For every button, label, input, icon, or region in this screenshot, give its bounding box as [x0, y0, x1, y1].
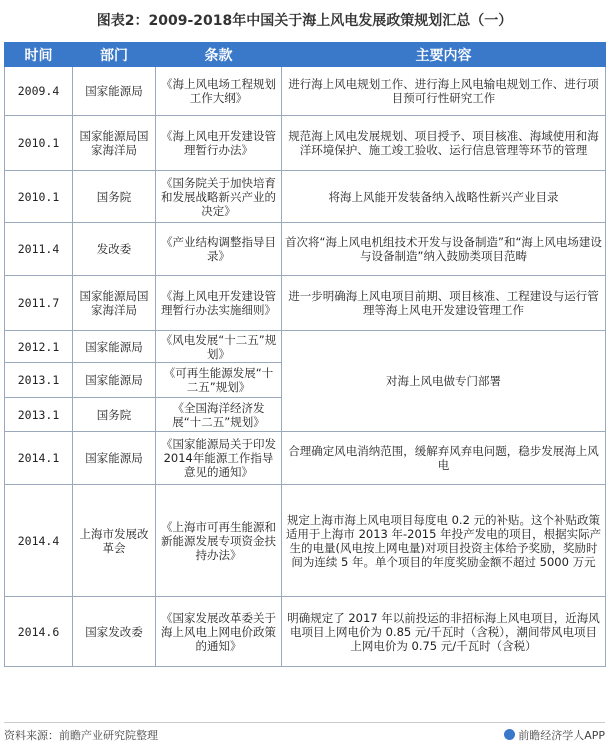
page-title: 图表2：2009-2018年中国关于海上风电发展政策规划汇总（一） — [96, 13, 513, 29]
row-policy: 《上海市可再生能源和新能源发展专项资金扶持办法》 — [156, 485, 282, 597]
brand-name: 前瞻经济学人APP — [518, 729, 605, 742]
policy-table — [4, 42, 606, 667]
row-department: 上海市发展改革会 — [73, 485, 156, 597]
source-note: 资料来源：前瞻产业研究院整理 — [4, 729, 158, 742]
row-policy: 《风电发展“十二五”规划》 — [156, 331, 282, 363]
row-content: 进一步明确海上风电项目前期、项目核准、工程建设与运行管理等海上风电开发建设管理工作 — [282, 276, 606, 331]
row-policy: 《海上风电开发建设管理暂行办法》 — [156, 116, 282, 171]
row-policy: 《海上风电开发建设管理暂行办法实施细则》 — [156, 276, 282, 331]
table-row — [5, 485, 606, 597]
row-content: 规定上海市海上风电项目每度电 0.2 元的补贴。这个补贴政策适用于上海市 2013 年-2015 年投产发电的项目，根据实际产生的电量(风电按上网电量)对项目投资主体给予奖励，奖励时间为连续 5 年。单个项目的年度奖励金额不超过 5000 万元 — [282, 485, 606, 597]
footer — [4, 722, 605, 741]
table-row — [5, 223, 606, 276]
row-date: 2011.7 — [5, 276, 73, 331]
row-policy: 《国家发展改革委关于海上风电上网电价政策的通知》 — [156, 597, 282, 667]
row-date: 2011.4 — [5, 223, 73, 276]
table-row — [5, 331, 606, 363]
row-date: 2013.1 — [5, 398, 73, 432]
table-row — [5, 67, 606, 116]
table-row — [5, 276, 606, 331]
row-department: 国务院 — [73, 171, 156, 223]
row-content-merged: 对海上风电做专门部署 — [282, 331, 606, 432]
table-row — [5, 171, 606, 223]
row-content: 将海上风能开发装备纳入战略性新兴产业目录 — [282, 171, 606, 223]
table-row — [5, 116, 606, 171]
row-department: 国务院 — [73, 398, 156, 432]
header-content: 主要内容 — [282, 43, 606, 67]
row-date: 2012.1 — [5, 331, 73, 363]
header-date: 时间 — [5, 43, 73, 67]
table-row — [5, 432, 606, 485]
table-header-row — [5, 43, 606, 67]
row-date: 2010.1 — [5, 171, 73, 223]
row-policy: 《海上风电场工程规划工作大纲》 — [156, 67, 282, 116]
row-date: 2013.1 — [5, 363, 73, 398]
row-department: 国家能源局 — [73, 363, 156, 398]
row-content: 进行海上风电规划工作、进行海上风电输电规划工作、进行项目预可行性研究工作 — [282, 67, 606, 116]
row-policy: 《国家能源局关于印发2014年能源工作指导意见的通知》 — [156, 432, 282, 485]
row-policy: 《可再生能源发展“十二五”规划》 — [156, 363, 282, 398]
table-row — [5, 597, 606, 667]
row-department: 国家能源局 — [73, 331, 156, 363]
row-date: 2014.1 — [5, 432, 73, 485]
row-date: 2009.4 — [5, 67, 73, 116]
row-policy: 《国务院关于加快培育和发展战略新兴产业的决定》 — [156, 171, 282, 223]
row-date: 2014.6 — [5, 597, 73, 667]
row-content: 规范海上风电发展规划、项目授予、项目核准、海域使用和海洋环境保护、施工竣工验收、运行信息管理等环节的管理 — [282, 116, 606, 171]
row-department: 国家发改委 — [73, 597, 156, 667]
row-department: 国家能源局国家海洋局 — [73, 276, 156, 331]
row-date: 2014.4 — [5, 485, 73, 597]
brand-logo-icon — [504, 729, 515, 740]
row-content: 合理确定风电消纳范围，缓解弃风弃电问题，稳步发展海上风电 — [282, 432, 606, 485]
row-department: 发改委 — [73, 223, 156, 276]
row-policy: 《产业结构调整指导目录》 — [156, 223, 282, 276]
row-policy: 《全国海洋经济发展“十二五”规划》 — [156, 398, 282, 432]
brand-credit — [504, 727, 605, 743]
row-content: 明确规定了 2017 年以前投运的非招标海上风电项目，近海风电项目上网电价为 0.85 元/千瓦时（含税），潮间带风电项目上网电价为 0.75 元/千瓦时（含税） — [282, 597, 606, 667]
row-department: 国家能源局 — [73, 432, 156, 485]
header-policy: 条款 — [156, 43, 282, 67]
row-content: 首次将“海上风电机组技术开发与设备制造”和“海上风电场建设与设备制造”纳入鼓励类项目范畴 — [282, 223, 606, 276]
header-department: 部门 — [73, 43, 156, 67]
row-date: 2010.1 — [5, 116, 73, 171]
row-department: 国家能源局国家海洋局 — [73, 116, 156, 171]
row-department: 国家能源局 — [73, 67, 156, 116]
